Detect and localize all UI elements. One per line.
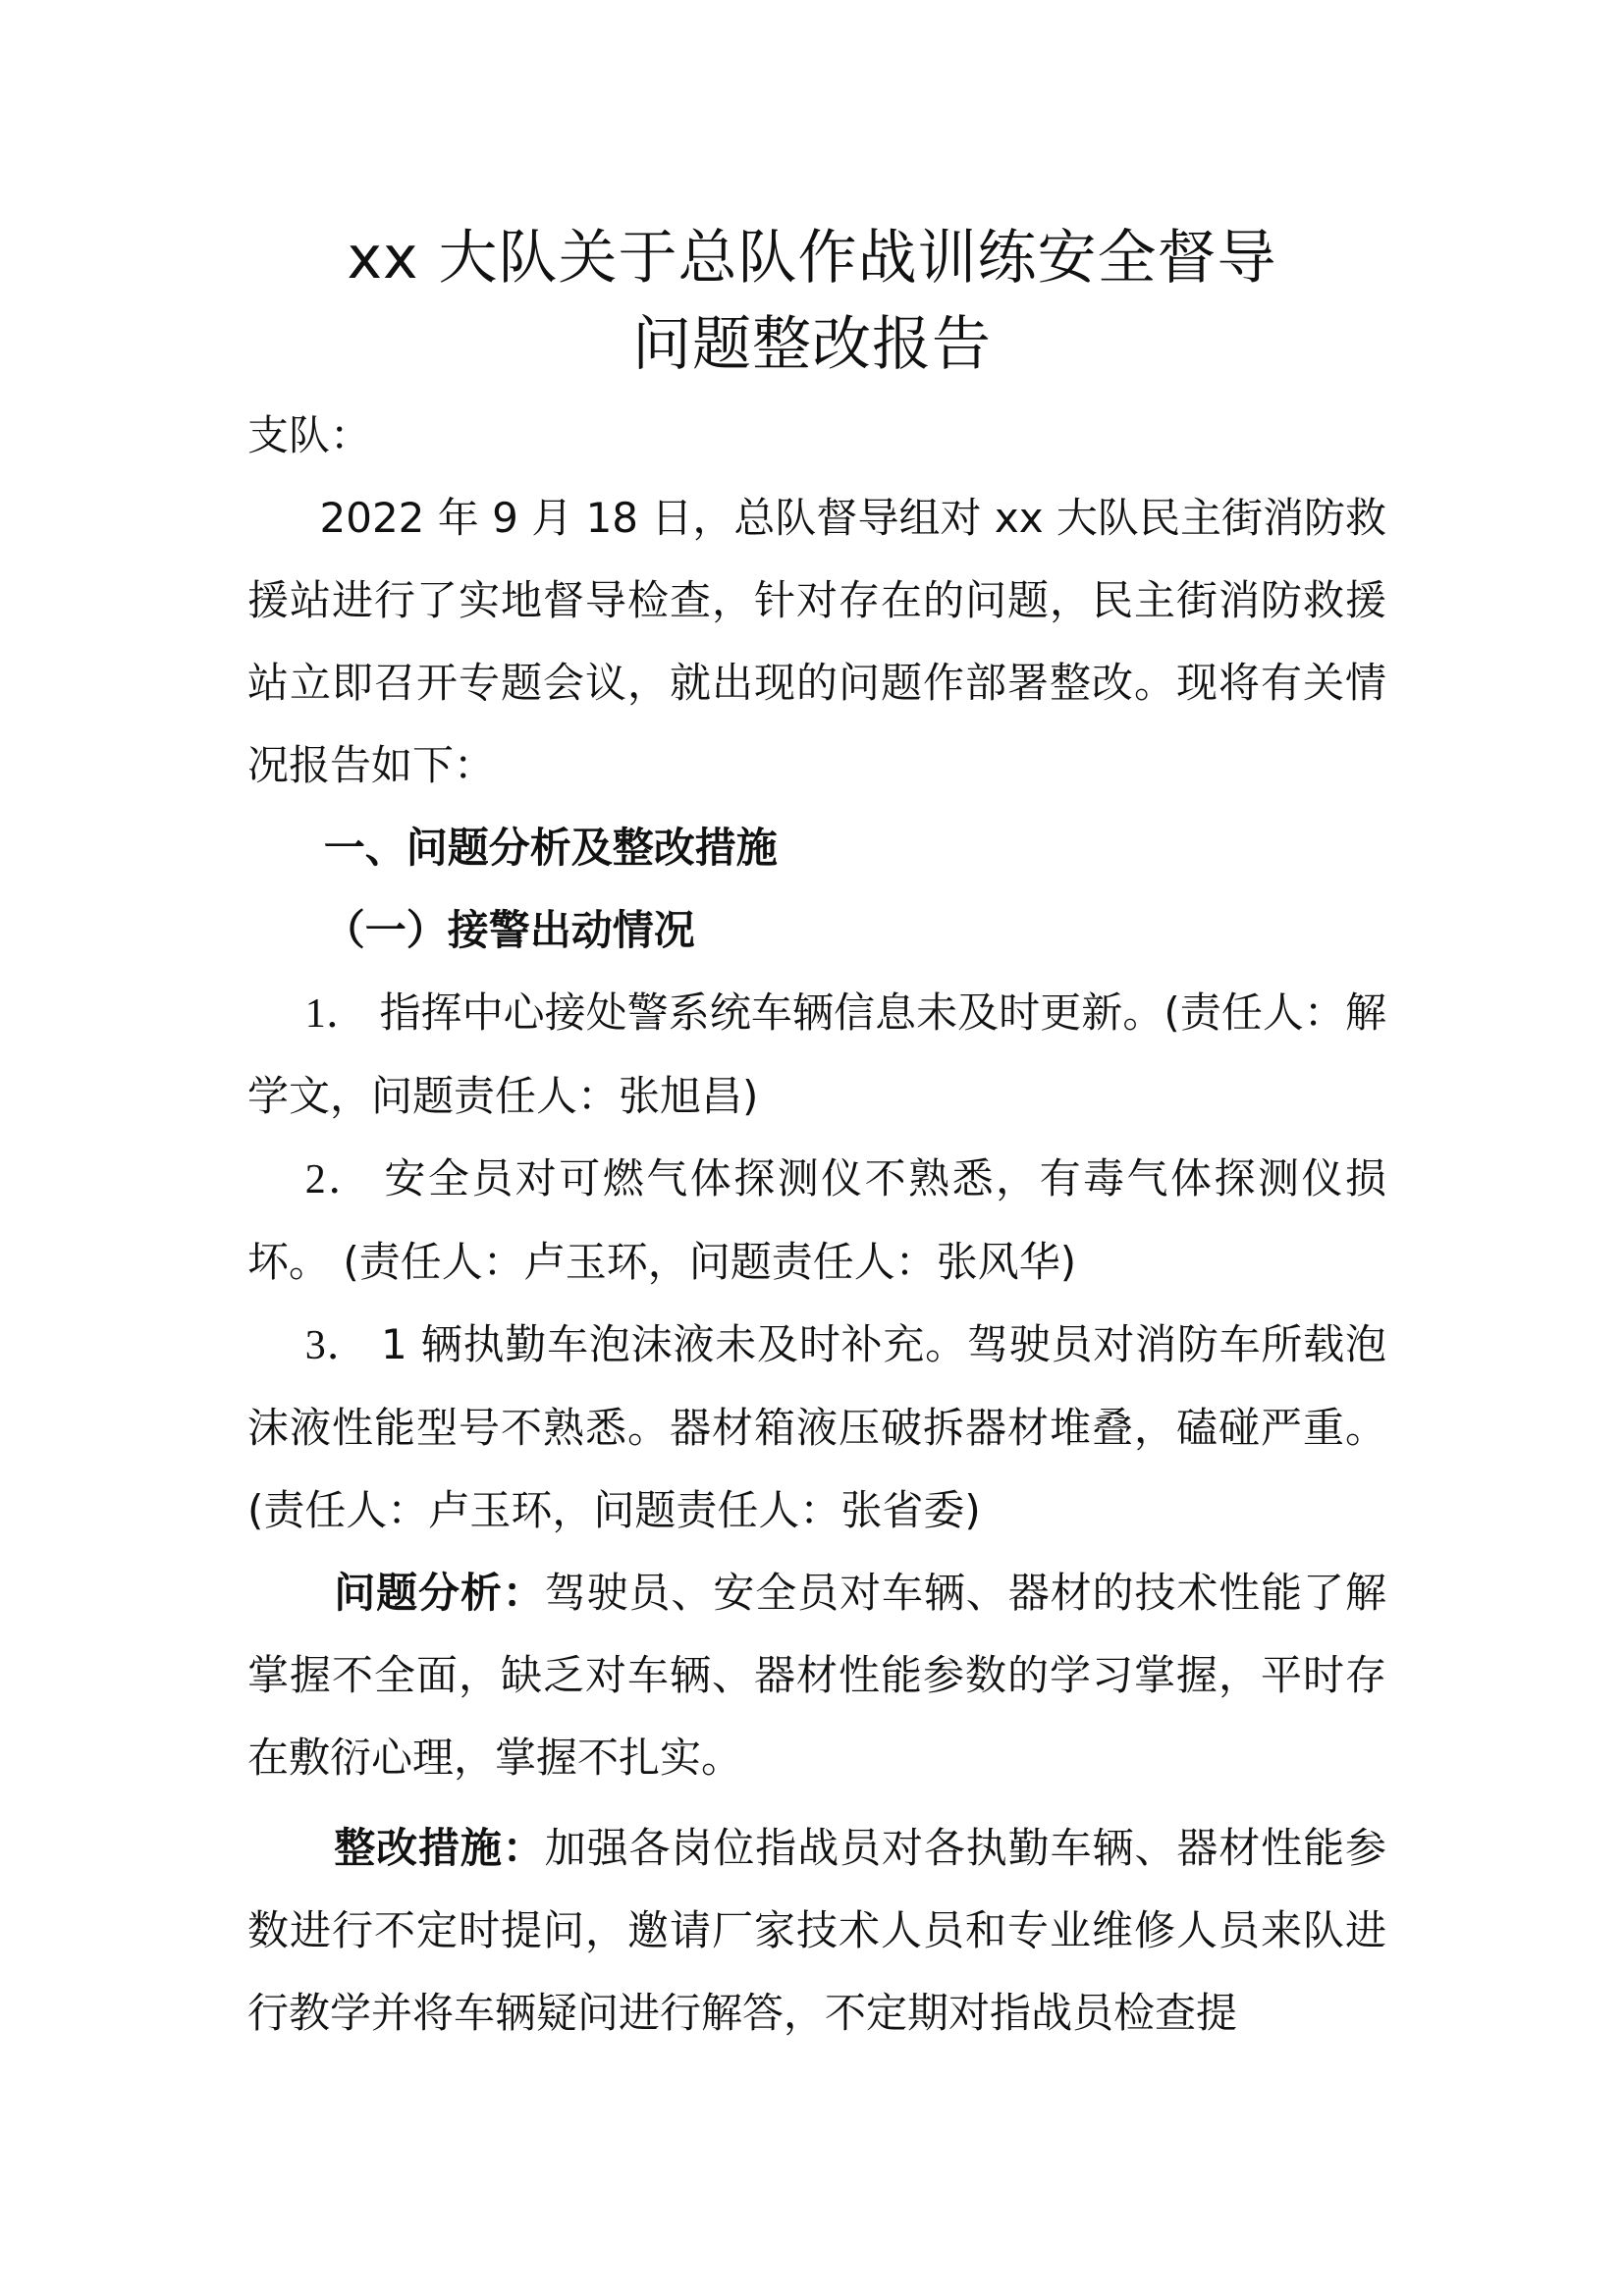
item-text: 指挥中心接处警系统车辆信息未及时更新。(责任人：解学文，问题责任人：张旭昌) xyxy=(247,988,1386,1120)
measures-paragraph xyxy=(247,1807,1386,2055)
item-number: 2． xyxy=(304,1157,372,1202)
measures-text: 加强各岗位指战员对各执勤车辆、器材性能参数进行不定时提问，邀请厂家技术人员和专业维修人员来队进行教学并将车辆疑问进行解答，不定期对指战员检查提 xyxy=(247,1824,1386,2037)
document-title-line-2: 问题整改报告 xyxy=(632,310,992,379)
analysis-text: 驾驶员、安全员对车辆、器材的技术性能了解掌握不全面，缺乏对车辆、器材性能参数的学习掌握，平时存在敷衍心理，掌握不扎实。 xyxy=(247,1569,1386,1782)
document-title-line-1: xx 大队关于总队作战训练安全督导 xyxy=(347,224,1277,293)
item-text: 安全员对可燃气体探测仪不熟悉，有毒气体探测仪损坏。 (责任人：卢玉环，问题责任人：张风华) xyxy=(247,1154,1386,1286)
salutation: 支队： xyxy=(247,411,372,459)
item-text: 1 辆执勤车泡沫液未及时补充。驾驶员对消防车所载泡沫液性能型号不熟悉。器材箱液压破拆器材堆叠，磕碰严重。 (责任人：卢玉环，问题责任人：张省委) xyxy=(247,1320,1386,1534)
analysis-paragraph xyxy=(247,1552,1386,1799)
document-body xyxy=(247,477,1386,2055)
item-number: 1． xyxy=(304,991,367,1037)
list-item xyxy=(247,1138,1386,1304)
measures-label: 整改措施： xyxy=(334,1824,545,1872)
item-number: 3． xyxy=(304,1323,369,1368)
analysis-label: 问题分析： xyxy=(334,1569,545,1617)
list-item xyxy=(247,972,1386,1138)
list-item xyxy=(247,1304,1386,1552)
intro-paragraph: 2022 年 9 月 18 日，总队督导组对 xx 大队民主街消防救援站进行了实地督导检查，针对存在的问题，民主街消防救援站立即召开专题会议，就出现的问题作部署整改。现将有关情况报告如下： xyxy=(247,494,1386,789)
section-heading-1: 一、问题分析及整改措施 xyxy=(323,824,778,872)
subsection-heading-1: （一）接警出动情况 xyxy=(323,906,695,954)
